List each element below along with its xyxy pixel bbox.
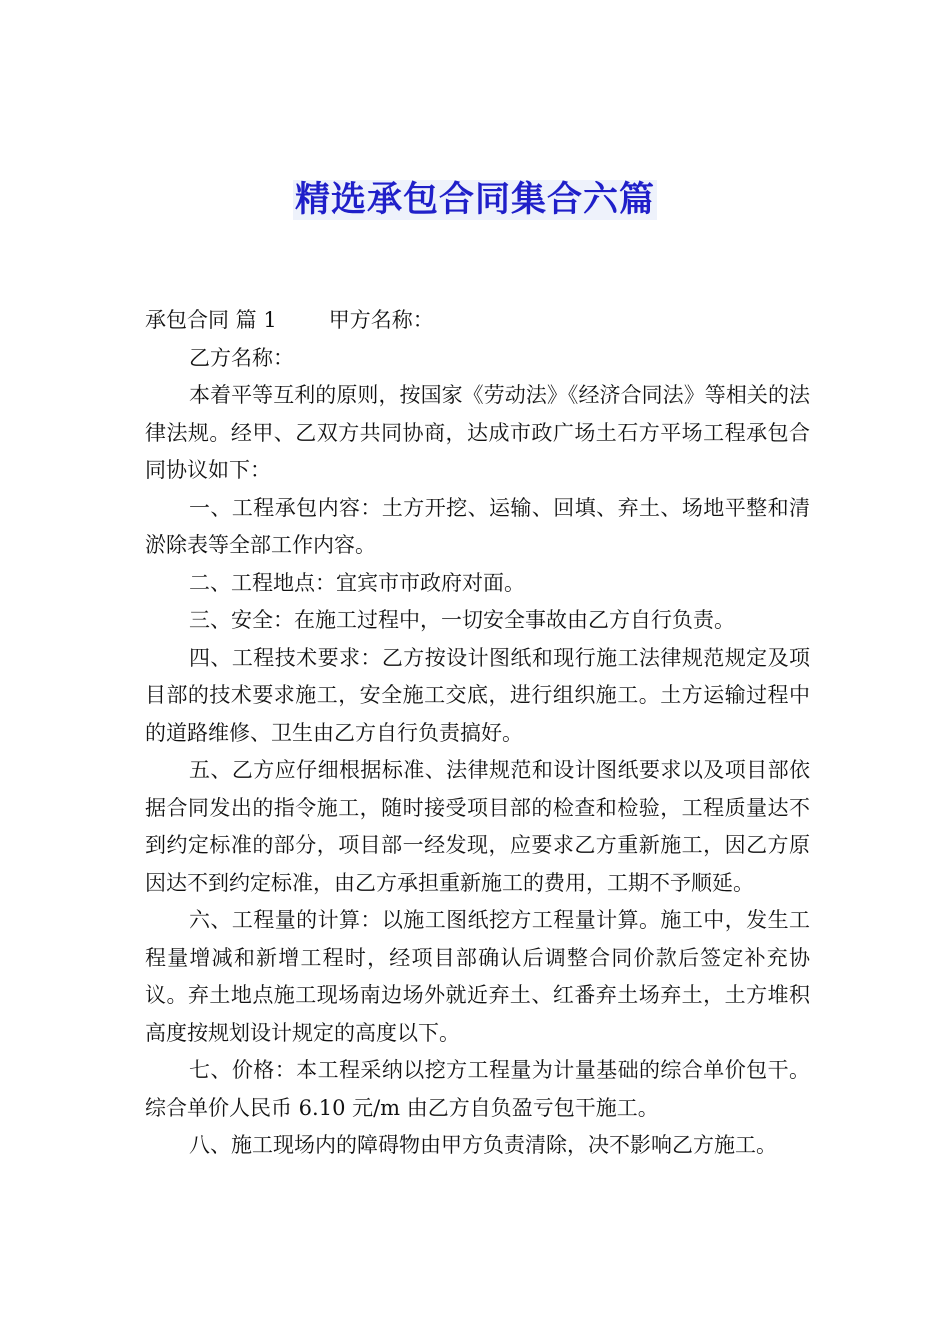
document-title-text: 精选承包合同集合六篇 (294, 180, 655, 220)
clause-7: 七、价格：本工程采纳以挖方工程量为计量基础的综合单价包干。综合单价人民币 6.10 元/m 由乙方自负盈亏包干施工。 (145, 1058, 810, 1120)
section-heading: 承包合同 篇 1 (145, 308, 277, 332)
party-a-label: 甲方名称： (328, 308, 434, 332)
clause-1: 一、工程承包内容：土方开挖、运输、回填、弃土、场地平整和清淤除表等全部工作内容。 (145, 495, 810, 557)
clause-8: 八、施工现场内的障碍物由甲方负责清除，决不影响乙方施工。 (189, 1133, 777, 1157)
party-b-label: 乙方名称： (189, 345, 294, 370)
clause-5: 五、乙方应仔细根据标准、法律规范和设计图纸要求以及项目部依据合同发出的指令施工，随时接受项目部的检查和检验，工程质量达不到约定标准的部分，项目部一经发现，应要求乙方重新施工，因乙方原因达不到约定标准，由乙方承担重新施工的费用，工期不予顺延。 (145, 758, 810, 895)
clause-6: 六、工程量的计算：以施工图纸挖方工程量计算。施工中，发生工程量增减和新增工程时，经项目部确认后调整合同价款后签定补充协议。弃土地点施工现场南边场外就近弃土、红番弃土场弃土，土方堆积高度按规划设计规定的高度以下。 (145, 908, 810, 1045)
clause-4: 四、工程技术要求：乙方按设计图纸和现行施工法律规范规定及项目部的技术要求施工，安全施工交底，进行组织施工。土方运输过程中的道路维修、卫生由乙方自行负责搞好。 (145, 645, 810, 745)
paragraph-preamble: 本着平等互利的原则，按国家《劳动法》《经济合同法》等相关的法律法规。经甲、乙双方共同协商，达成市政广场土石方平场工程承包合同协议如下： (145, 383, 810, 482)
document-title (0, 170, 950, 230)
first-line (145, 302, 810, 340)
clause-2: 二、工程地点：宜宾市市政府对面。 (189, 570, 525, 595)
document-body (145, 302, 810, 1165)
clause-3: 三、安全：在施工过程中，一切安全事故由乙方自行负责。 (189, 608, 735, 632)
